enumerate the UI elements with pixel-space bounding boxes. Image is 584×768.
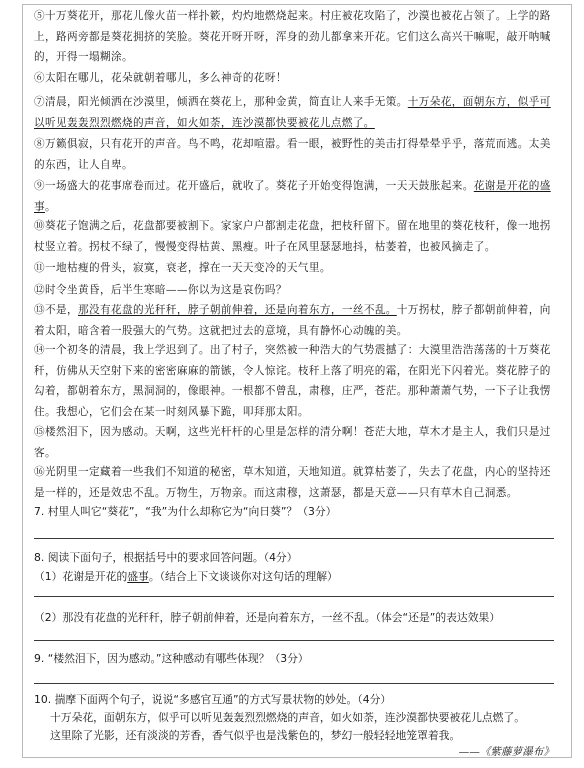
question-8: 8. 阅读下面句子，根据括号中的要求回答问题。（4分） [34, 551, 298, 564]
underlined-sentence: 那没有花盘的光秆秆，脖子朝前伸着，还是向着东方，一丝不乱。 [77, 304, 397, 316]
underlined-sentence: 十万朵花，面朝东方，似乎可以听见轰轰烈烈燃烧的声音，如火如荼，连沙漠都快要被花儿点燃了。 [34, 96, 551, 129]
passage-paragraph-12 [34, 280, 554, 301]
paragraph-text: ⑧万籁俱寂，只有花开的声音。鸟不鸣，花却喧嚣。看一眼，被野性的美击打得晕晕乎乎，落荒而逃。太美的东西，让人自卑。 [34, 138, 551, 171]
passage-paragraph-6 [34, 68, 554, 89]
paragraph-text: 十万拐杖，脖子都朝前伸着，向着太阳，暗含着一股强大的气势。这就把过去的意境，具有静怀心动魄的美。 [34, 304, 551, 337]
answer-line[interactable] [34, 640, 554, 641]
paragraph-text: ⑮楼然泪下，因为感动。天啊，这些光杆杆的心里是怎样的清分啊！苍茫大地，草木才是主人，我们只是过客。 [34, 426, 551, 459]
question-10-sentence-1: 十万朵花，面朝东方，似乎可以听见轰轰烈烈燃烧的声音，如火如荼，连沙漠都快要被花儿点燃了。 [50, 711, 526, 724]
underlined-sentence: 花谢是开花的盛事 [34, 180, 551, 213]
passage-paragraph-13 [34, 300, 554, 341]
paragraph-text: ⑤十万葵花开，那花儿像火苗一样扑簌，灼灼地燃烧起来。村庄被花攻陷了，沙漠也被花占领了。上学的路上，路两旁都是葵花拥挤的笑脸。葵花开呀开呀，浑身的劲儿都拿来开花。它们这么高兴干嘛呢，敲开呐喊的，开得一塌糊涂。 [34, 10, 551, 63]
exam-page [14, 0, 576, 768]
source-attribution: ——《紫藤萝瀑布》 [458, 746, 554, 758]
question-10-sentence-2: 这里除了光影，还有淡淡的芳香，香气似乎也是浅紫色的，梦幻一般轻轻地笼罩着我。 [50, 729, 461, 742]
passage-paragraph-9 [34, 176, 554, 217]
question-text: 。（结合上下文谈谈你对这句话的理解） [148, 570, 338, 583]
paragraph-text: ⑭一个初冬的清晨，我上学迟到了。出了村子，突然被一种浩大的气势震撼了：大漠里浩浩荡荡的十万葵花秆，仿佛从天空射下来的密密麻麻的箭镞，令人惊诧。枝秆上落了明亮的霜，在阳光下闪着光。葵花脖子的勾着，都朝着东方，黑洞洞的，像眼神。一根都不曾乱，肃穆，庄严，苍茫。那种萧萧气势，一下子让我愣住。我想心，它们会在某一时刻风暴下跪，叩拜那太阳。 [34, 344, 551, 418]
answer-line[interactable] [34, 596, 554, 597]
paragraph-text: ⑪一地枯瘦的骨头，寂寞，衰老，撑在一天天变冷的天气里。 [34, 262, 331, 274]
passage-paragraph-7 [34, 92, 554, 133]
passage-paragraph-8 [34, 134, 554, 175]
paragraph-text: ⑫时令坐黄昏，后半生寒暗——你以为这是哀伤吗？ [34, 284, 287, 296]
question-9: 9. “楼然泪下，因为感动。”这种感动有哪些体现？（3分） [34, 652, 309, 665]
answer-line[interactable] [34, 538, 554, 539]
paragraph-text: ⑦清晨，阳光倾洒在沙漠里，倾洒在葵花上，那种金黄，简直让人来手无策。 [34, 96, 408, 108]
question-10: 10. 揣摩下面两个句子，说说“多感官互通”的方式写景状物的妙处。（4分） [34, 693, 392, 706]
question-8-2: （2）那没有花盘的光秆秆，脖子朝前伸着，还是向着东方，一丝不乱。（体会“还是”的表达效果） [34, 611, 501, 624]
passage-paragraph-15 [34, 422, 554, 463]
question-8-1 [34, 569, 554, 585]
passage-paragraph-14 [34, 340, 554, 422]
passage-paragraph-5 [34, 6, 554, 68]
question-text: （1）花谢是开花的 [34, 570, 128, 583]
paragraph-text: ⑨一场盛大的花事席卷而过。花开盛后，就收了。葵花子开始变得饱满，一天天鼓胀起来。 [34, 180, 474, 192]
paragraph-text: ⑩葵花子饱满之后，花盘都要被割下。家家户户都割走花盘，把枝秆留下。留在地里的葵花枝秆，像一地拐杖竖立着。拐杖不绿了，慢慢变得枯黄、黑瘦。叶子在风里瑟瑟地抖，枯萎着，也被风摘走了。 [34, 220, 551, 253]
passage-paragraph-10 [34, 216, 554, 257]
passage-paragraph-11 [34, 258, 554, 279]
paragraph-text: 。 [45, 200, 56, 213]
paragraph-text: ⑬不是， [34, 304, 78, 316]
passage-paragraph-16 [34, 462, 554, 503]
paragraph-text: ⑥太阳在哪儿，花朵就朝着哪儿，多么神奇的花呀！ [34, 72, 287, 84]
underlined-word: 盛事 [127, 570, 149, 583]
question-7: 7. 村里人叫它“葵花”，“我”为什么却称它为“向日葵”？（3分） [34, 505, 337, 518]
paragraph-text: ⑯光阴里一定藏着一些我们不知道的秘密，草木知道，天地知道。就算枯萎了，失去了花盘，内心的坚持还是一样的，还是效忠不乱。万物生，万物亲。而这肃穆，这萧瑟，都是天意——只有草木自己洞悉。 [34, 466, 551, 499]
answer-line[interactable] [34, 683, 554, 684]
